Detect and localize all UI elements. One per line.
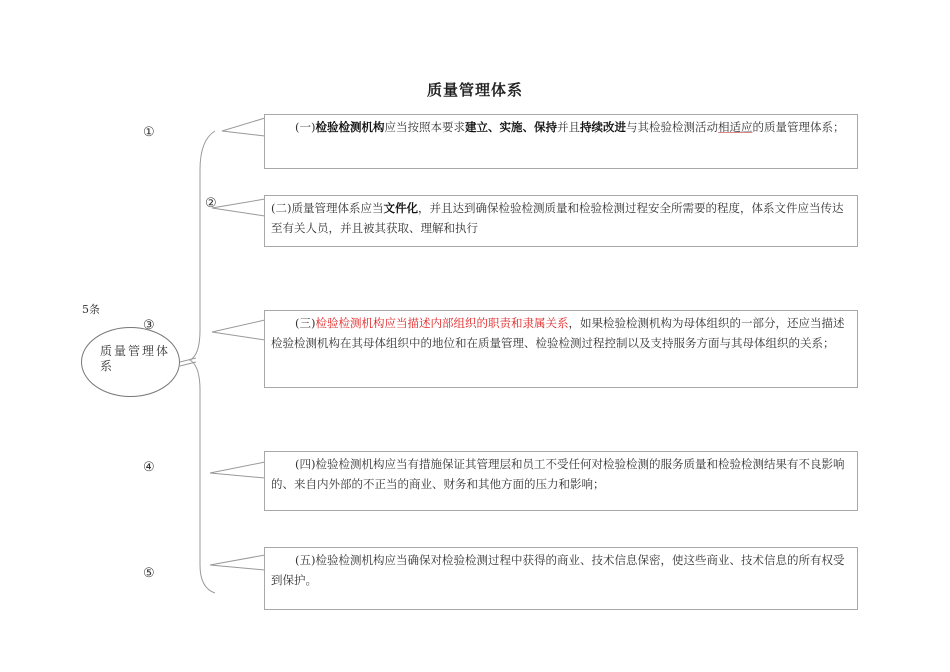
text-segment: 建立、实施、保持 (464, 120, 557, 134)
marker-5: ⑤ (143, 566, 155, 581)
text-segment: 检验检测机构 (315, 120, 385, 134)
text-segment: 应当按照本要求 (384, 120, 465, 134)
text-segment: 与其检验检测活动 (625, 120, 718, 134)
text-segment: 并且 (556, 120, 580, 134)
text-segment: (二)质量管理体系应当 (271, 201, 384, 215)
requirement-box-3 (264, 310, 858, 388)
text-segment: 的质量管理体系； (752, 120, 845, 134)
requirement-box-4 (264, 451, 858, 511)
document-title: 质量管理体系 (426, 81, 523, 99)
text-segment: (一) (295, 120, 316, 134)
text-segment: (五)检验检测机构应当确保对检验检测过程中获得的商业、技术信息保密，使这些商业、技术信息的所有权受到保护。 (271, 553, 845, 587)
text-segment: (四)检验检测机构应当有措施保证其管理层和员工不受任何对检验检测的服务质量和检验检测结果有不良影响的、来自内外部的不正当的商业、财务和其他方面的压力和影响； (271, 457, 845, 491)
requirement-box-5 (264, 547, 858, 610)
text-segment: ，如果检验检测机构为母体组织的一部分，还应当描述检验检测机构在其母体组织中的地位和在质量管理、检验检测过程控制以及支持服务方面与其母体组织的关系； (271, 316, 845, 350)
requirement-box-2 (264, 195, 858, 247)
text-segment: 持续改进 (579, 120, 626, 134)
text-segment: ，并且达到确保检验检测质量和检验检测过程安全所需要的程度，体系文件应当传达至有关人员，并且被其获取、理解和执行 (271, 201, 844, 235)
text-segment: 文件化 (383, 201, 418, 215)
clause-label: 5条 (82, 303, 100, 316)
text-segment: (三) (295, 316, 316, 330)
text-segment: 相适应 (717, 120, 753, 134)
marker-3: ③ (143, 318, 155, 333)
marker-4: ④ (143, 460, 155, 475)
center-node-label: 质量管理体系 (100, 344, 171, 373)
center-node (81, 327, 180, 397)
requirement-box-1 (264, 114, 858, 169)
marker-1: ① (143, 125, 155, 140)
marker-2: ② (205, 196, 217, 211)
text-segment: 检验检测机构应当描述内部组织的职责和隶属关系 (315, 316, 569, 330)
